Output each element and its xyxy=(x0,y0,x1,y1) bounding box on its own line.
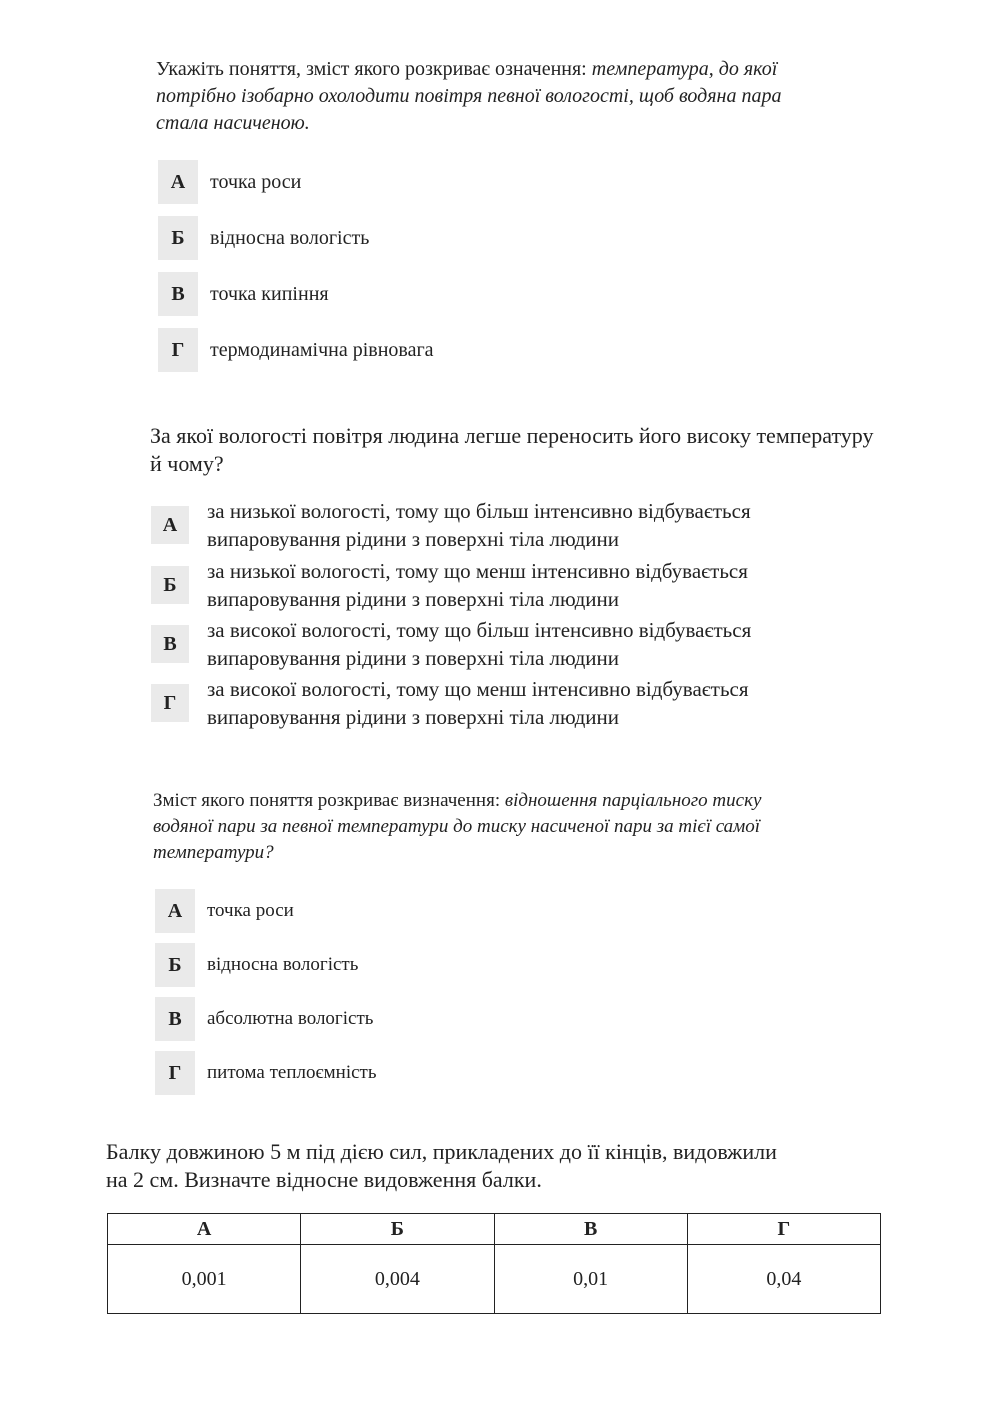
question-3-line-3: температури? xyxy=(153,842,274,863)
answer-header-c: В xyxy=(494,1214,687,1245)
option-text-line-2: випаровування рідини з поверхні тіла людини xyxy=(207,705,620,729)
question-1-prompt: Укажіть поняття, зміст якого розкриває означення: xyxy=(156,58,587,80)
q3-option-d[interactable] xyxy=(155,1051,377,1095)
answer-value-d[interactable]: 0,04 xyxy=(687,1245,880,1314)
option-text-line-1: за високої вологості, тому що більш інтенсивно відбувається xyxy=(207,618,752,642)
option-letter: В xyxy=(155,997,195,1041)
option-letter: Б xyxy=(158,216,198,260)
question-1-definition: температура, до якої xyxy=(591,58,778,80)
option-text-line-2: випаровування рідини з поверхні тіла людини xyxy=(207,646,620,670)
question-1-line-2: потрібно ізобарно охолодити повітря певної вологості, щоб водяна пара xyxy=(156,85,782,107)
option-text: відносна вологість xyxy=(207,954,359,975)
option-text xyxy=(207,557,748,613)
question-2-line-2: й чому? xyxy=(150,451,224,476)
option-text-line-1: за низької вологості, тому що менш інтенсивно відбувається xyxy=(207,559,748,583)
q2-option-d[interactable] xyxy=(151,675,749,731)
question-2 xyxy=(150,422,950,478)
question-1-line-1 xyxy=(156,56,916,83)
q1-option-a[interactable] xyxy=(158,160,301,204)
q2-option-b[interactable] xyxy=(151,557,748,613)
question-3-prompt: Зміст якого поняття розкриває визначення: xyxy=(153,790,501,811)
question-3-line-2: водяної пари за певної температури до тиску насиченої пари за тієї самої xyxy=(153,816,761,837)
option-letter: А xyxy=(158,160,198,204)
question-3-line-1 xyxy=(153,788,913,814)
option-text: точка роси xyxy=(210,170,302,193)
question-1 xyxy=(156,56,916,137)
option-text xyxy=(207,675,749,731)
q1-option-c[interactable] xyxy=(158,272,329,316)
answer-header-b: Б xyxy=(301,1214,494,1245)
answer-value-c[interactable]: 0,01 xyxy=(494,1245,687,1314)
option-letter: Б xyxy=(151,566,189,604)
question-3-definition: відношення парціального тиску xyxy=(504,790,762,811)
q2-option-c[interactable] xyxy=(151,616,751,672)
question-2-line-1: За якої вологості повітря людина легше переносить його високу температуру xyxy=(150,423,874,448)
q3-option-b[interactable] xyxy=(155,943,358,987)
answer-table xyxy=(107,1213,881,1314)
option-text-line-2: випаровування рідини з поверхні тіла людини xyxy=(207,587,620,611)
option-text: абсолютна вологість xyxy=(207,1008,374,1029)
q1-option-b[interactable] xyxy=(158,216,369,260)
answer-header-d: Г xyxy=(687,1214,880,1245)
q1-option-d[interactable] xyxy=(158,328,434,372)
option-text: точка кипіння xyxy=(210,282,329,305)
option-text-line-1: за низької вологості, тому що більш інтенсивно відбувається xyxy=(207,499,751,523)
q2-option-a[interactable] xyxy=(151,497,751,553)
option-letter: Г xyxy=(155,1051,195,1095)
question-3 xyxy=(153,788,913,866)
option-text-line-1: за високої вологості, тому що менш інтенсивно відбувається xyxy=(207,677,749,701)
option-letter: Б xyxy=(155,943,195,987)
option-text xyxy=(207,616,751,672)
answer-header-a: А xyxy=(108,1214,301,1245)
option-letter: В xyxy=(158,272,198,316)
question-4-line-1: Балку довжиною 5 м під дією сил, прикладених до її кінців, видовжили xyxy=(106,1139,777,1164)
question-4-line-2: на 2 см. Визначте відносне видовження балки. xyxy=(106,1167,542,1192)
option-text: відносна вологість xyxy=(210,226,370,249)
option-text xyxy=(207,497,751,553)
option-text-line-2: випаровування рідини з поверхні тіла людини xyxy=(207,527,620,551)
option-letter: А xyxy=(155,889,195,933)
answer-table-header-row xyxy=(108,1214,881,1245)
option-letter: А xyxy=(151,506,189,544)
option-letter: Г xyxy=(151,684,189,722)
option-text: термодинамічна рівновага xyxy=(210,338,434,361)
option-text: точка роси xyxy=(207,900,294,921)
answer-value-b[interactable]: 0,004 xyxy=(301,1245,494,1314)
question-4 xyxy=(106,1138,886,1194)
q3-option-c[interactable] xyxy=(155,997,373,1041)
option-letter: В xyxy=(151,625,189,663)
option-text: питома теплоємність xyxy=(207,1062,377,1083)
q3-option-a[interactable] xyxy=(155,889,294,933)
answer-table-value-row xyxy=(108,1245,881,1314)
question-1-line-3: стала насиченою. xyxy=(156,112,310,134)
option-letter: Г xyxy=(158,328,198,372)
answer-value-a[interactable]: 0,001 xyxy=(108,1245,301,1314)
